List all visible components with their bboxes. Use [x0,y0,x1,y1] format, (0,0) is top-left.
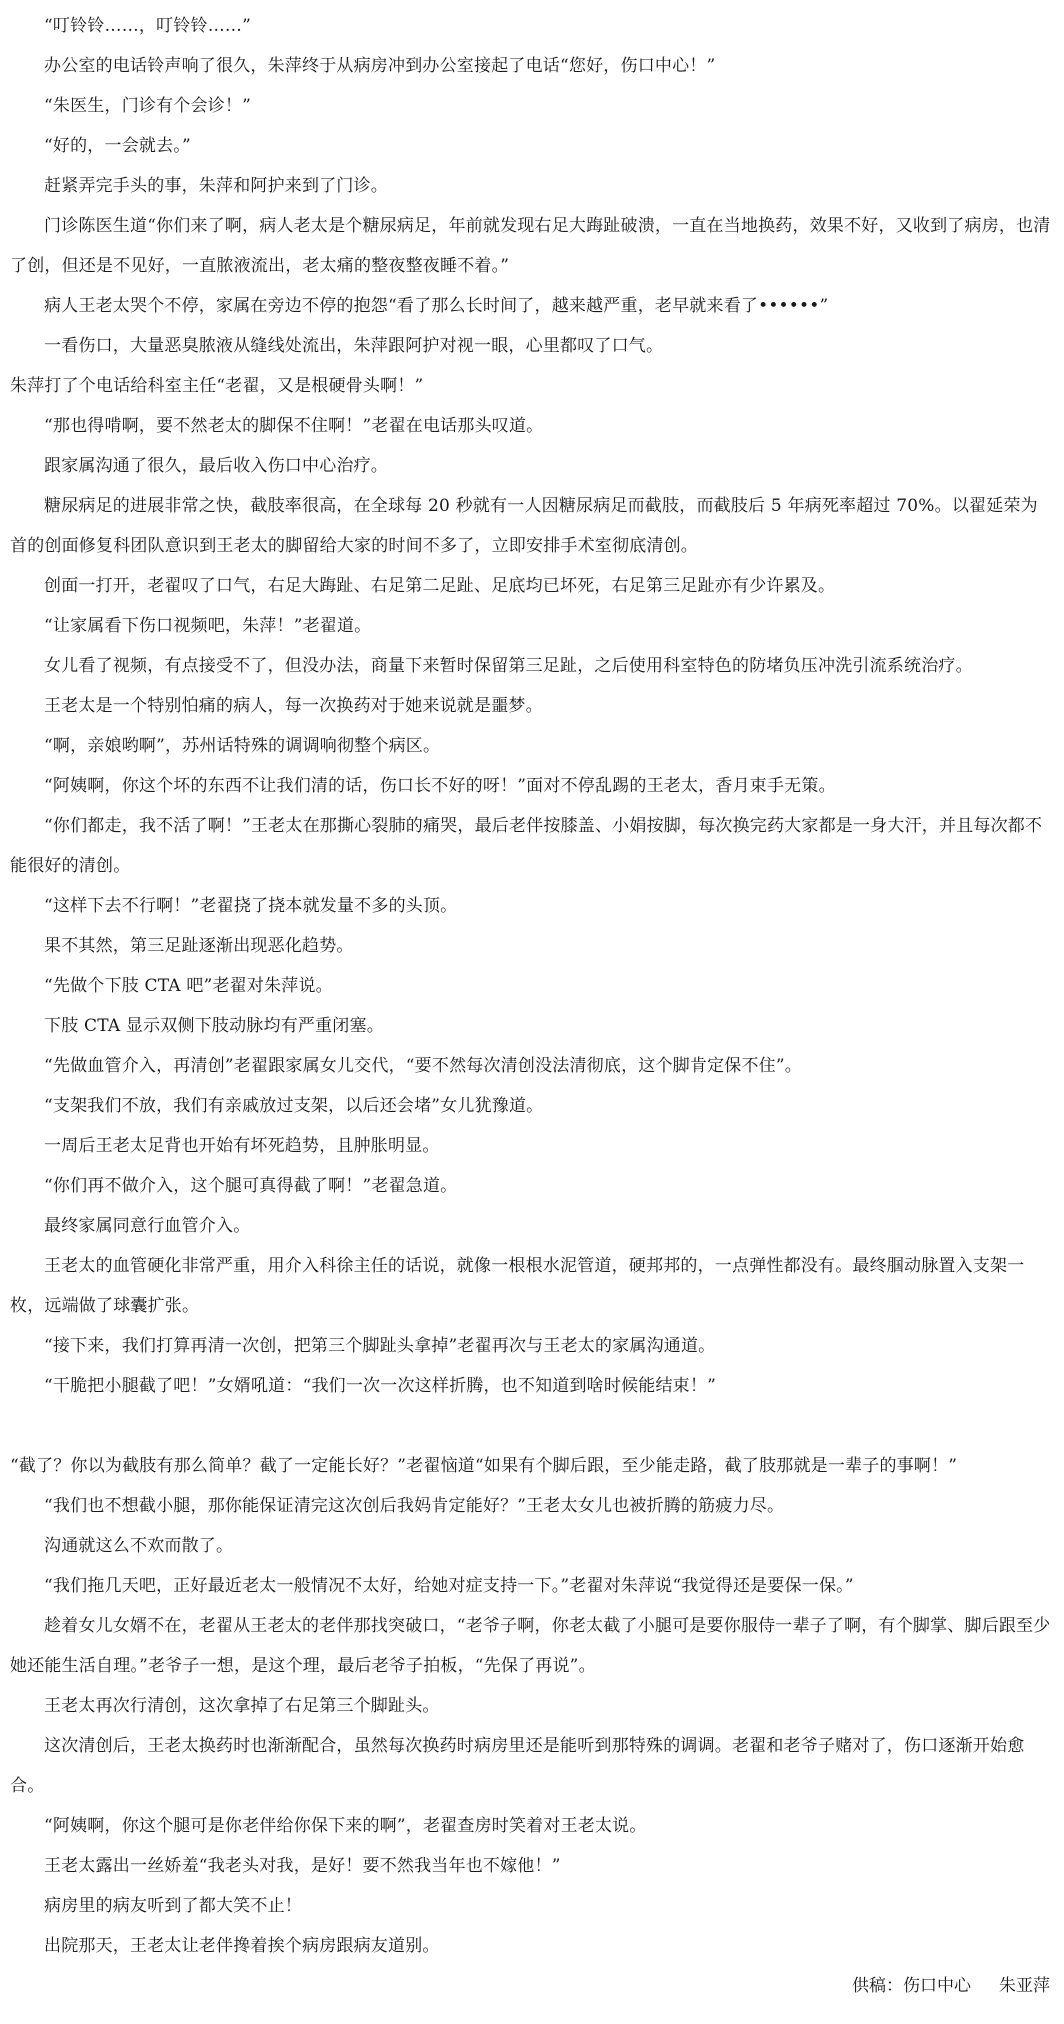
author-name: 朱亚萍 [999,1976,1050,1996]
paragraph: 王老太的血管硬化非常严重，用介入科徐主任的话说，就像一根根水泥管道，硬邦邦的，一点弹性都没有。最终腘动脉置入支架一枚，远端做了球囊扩张。 [10,1256,1025,1316]
paragraph: 病房里的病友听到了都大笑不止！ [44,1896,302,1916]
paragraph: 女儿看了视频，有点接受不了，但没办法，商量下来暂时保留第三足趾，之后使用科室特色的防堵负压冲洗引流系统治疗。 [44,656,973,676]
paragraph: “截了？你以为截肢有那么简单？截了一定能长好？”老翟恼道“如果有个脚后跟，至少能走路，截了肢那就是一辈子的事啊！” [10,1456,958,1476]
paragraph: 门诊陈医生道“你们来了啊，病人老太是个糖尿病足，年前就发现右足大踇趾破溃，一直在当地换药，效果不好，又收到了病房，也清了创，但还是不见好，一直脓液流出，老太痛的整夜整夜睡不着。” [10,216,1051,276]
byline [852,1966,1050,2006]
paragraph: 趁着女儿女婿不在，老翟从王老太的老伴那找突破口，“老爷子啊，你老太截了小腿可是要你服侍一辈子了啊，有个脚掌、脚后跟至少她还能生活自理。”老爷子一想，是这个理，最后老爷子拍板，“先保了再说”。 [10,1616,1051,1676]
paragraph: 办公室的电话铃声响了很久，朱萍终于从病房冲到办公室接起了电话“您好，伤口中心！” [44,56,716,76]
paragraph: 沟通就这么不欢而散了。 [44,1536,234,1556]
paragraph: “我们拖几天吧，正好最近老太一般情况不太好，给她对症支持一下。”老翟对朱萍说“我觉得还是要保一保。” [44,1576,854,1596]
paragraph: 创面一打开，老翟叹了口气，右足大踇趾、右足第二足趾、足底均已坏死，右足第三足趾亦有少许累及。 [44,576,836,596]
paragraph: “好的，一会就去。” [44,136,191,156]
paragraph: “干脆把小腿截了吧！”女婿吼道：“我们一次一次这样折腾，也不知道到啥时候能结束！” [44,1376,716,1396]
paragraph: “啊，亲娘哟啊”，苏州话特殊的调调响彻整个病区。 [44,736,441,756]
source-label: 供稿：伤口中心 [852,1976,971,1996]
paragraph: “让家属看下伤口视频吧，朱萍！”老翟道。 [44,616,372,636]
paragraph: “你们都走，我不活了啊！”王老太在那撕心裂肺的痛哭，最后老伴按膝盖、小娟按脚，每次换完药大家都是一身大汗，并且每次都不能很好的清创。 [10,816,1043,876]
paragraph: 赶紧弄完手头的事，朱萍和阿护来到了门诊。 [44,176,388,196]
paragraph: “接下来，我们打算再清一次创，把第三个脚趾头拿掉”老翟再次与王老太的家属沟通道。 [44,1336,716,1356]
paragraph: 一周后王老太足背也开始有坏死趋势，且肿胀明显。 [44,1136,440,1156]
paragraph: 朱萍打了个电话给科室主任“老翟，又是根硬骨头啊！” [10,376,424,396]
paragraph: 一看伤口，大量恶臭脓液从缝线处流出，朱萍跟阿护对视一眼，心里都叹了口气。 [44,336,664,356]
paragraph: 最终家属同意行血管介入。 [44,1216,251,1236]
paragraph: “叮铃铃……，叮铃铃……” [44,16,251,36]
paragraph: 果不其然，第三足趾逐渐出现恶化趋势。 [44,936,354,956]
paragraph: 病人王老太哭个不停，家属在旁边不停的抱怨“看了那么长时间了，越来越严重，老早就来看了••••••” [44,296,829,316]
paragraph: 出院那天，王老太让老伴搀着挨个病房跟病友道别。 [44,1936,440,1956]
paragraph: “阿姨啊，你这个腿可是你老伴给你保下来的啊”，老翟查房时笑着对王老太说。 [44,1816,647,1836]
paragraph: “那也得啃啊，要不然老太的脚保不住啊！”老翟在电话那头叹道。 [44,416,544,436]
paragraph: 王老太是一个特别怕痛的病人，每一次换药对于她来说就是噩梦。 [44,696,543,716]
paragraph: “我们也不想截小腿，那你能保证清完这次创后我妈肯定能好？”王老太女儿也被折腾的筋疲力尽。 [44,1496,785,1516]
paragraph: “这样下去不行啊！”老翟挠了挠本就发量不多的头顶。 [44,896,458,916]
paragraph: “朱医生，门诊有个会诊！” [44,96,251,116]
paragraph: 糖尿病足的进展非常之快，截肢率很高，在全球每 20 秒就有一人因糖尿病足而截肢，而截肢后 5 年病死率超过 70%。以翟延荣为首的创面修复科团队意识到王老太的脚留给大家的时间不多了，立即安排手术室彻底清创。 [10,496,1038,556]
paragraph: 下肢 CTA 显示双侧下肢动脉均有严重闭塞。 [44,1016,384,1036]
paragraph: “先做血管介入，再清创”老翟跟家属女儿交代，“要不然每次清创没法清彻底，这个脚肯定保不住”。 [44,1056,802,1076]
paragraph: “阿姨啊，你这个坏的东西不让我们清的话，伤口长不好的呀！”面对不停乱踢的王老太，香月束手无策。 [44,776,836,796]
paragraph: “支架我们不放，我们有亲戚放过支架，以后还会堵”女儿犹豫道。 [44,1096,544,1116]
paragraph: 跟家属沟通了很久，最后收入伤口中心治疗。 [44,456,388,476]
paragraph: 王老太露出一丝娇羞“我老头对我，是好！要不然我当年也不嫁他！” [44,1856,561,1876]
paragraph: “先做个下肢 CTA 吧”老翟对朱萍说。 [44,976,333,996]
paragraph: 王老太再次行清创，这次拿掉了右足第三个脚趾头。 [44,1696,440,1716]
paragraph: “你们再不做介入，这个腿可真得截了啊！”老翟急道。 [44,1176,458,1196]
paragraph: 这次清创后，王老太换药时也渐渐配合，虽然每次换药时病房里还是能听到那特殊的调调。老翟和老爷子赌对了，伤口逐渐开始愈合。 [10,1736,1025,1796]
